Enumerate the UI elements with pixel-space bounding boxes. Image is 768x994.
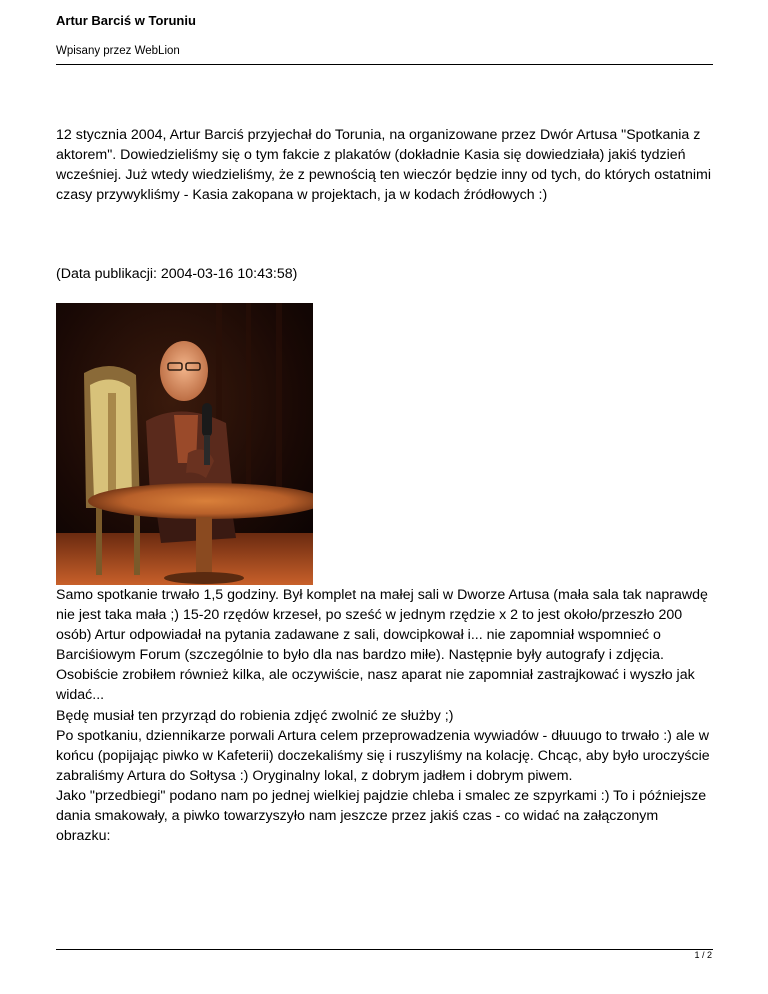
document-title: Artur Barciś w Toruniu: [56, 13, 196, 28]
footer-divider: [56, 949, 713, 950]
header-divider: [56, 64, 713, 65]
author-line: Wpisany przez WebLion: [56, 45, 180, 57]
page-number: 1 / 2: [694, 950, 712, 960]
paragraph-dinner: [56, 706, 716, 846]
paragraph-line: Jako "przedbiegi" podano nam po jednej wielkiej pajdzie chleba i smalec ze szpyrkami :) To i późniejsze dania smakowały, a piwko towarzyszyło nam jeszcze przez jakiś czas - co widać na załączonym obrazku:: [56, 788, 707, 844]
actor-photo: [56, 303, 313, 585]
publication-date: (Data publikacji: 2004-03-16 10:43:58): [56, 266, 298, 282]
paragraph-line: Będę musiał ten przyrząd do robienia zdjęć zwolnić ze służby ;): [56, 708, 454, 724]
paragraph-line: Po spotkaniu, dziennikarze porwali Artura celem przeprowadzenia wywiadów - dłuuugo to trwało :) ale w końcu (popijając piwko w Kafeterii) doczekaliśmy się i ruszyliśmy na kolację. Chcąc, aby było uroczyście zabraliśmy Artura do Sołtysa :) Oryginalny lokal, z dobrym jadłem i dobrym piwem.: [56, 728, 710, 784]
paragraph-meeting: Samo spotkanie trwało 1,5 godziny. Był komplet na małej sali w Dworze Artusa (mała sala tak naprawdę nie jest taka mała ;) 15-20 rzędów krzeseł, po sześć w jednym rzędzie x 2 to jest około/przeszło 200 osób) Artur odpowiadał na pytania zadawane z sali, dowcipkował i... nie zapomniał wspomnieć o Barciśiowym Forum (szczególnie to było dla nas bardzo miłe). Następnie były autografy i zdjęcia. Osobiście zrobiłem również kilka, ale oczywiście, nasz aparat nie zapomniał zastrajkować i wyszło jak widać...: [56, 587, 708, 703]
intro-paragraph: 12 stycznia 2004, Artur Barciś przyjechał do Torunia, na organizowane przez Dwór Artusa "Spotkania z aktorem". Dowiedzieliśmy się o tym fakcie z plakatów (dokładnie Kasia się dowiedziała) jakiś tydzień wcześniej. Już wtedy wiedzieliśmy, że z pewnością ten wieczór będzie inny od tych, do których ostatnimi czasy przywykliśmy - Kasia zakopana w projektach, ja w kodach źródłowych :): [56, 127, 712, 203]
